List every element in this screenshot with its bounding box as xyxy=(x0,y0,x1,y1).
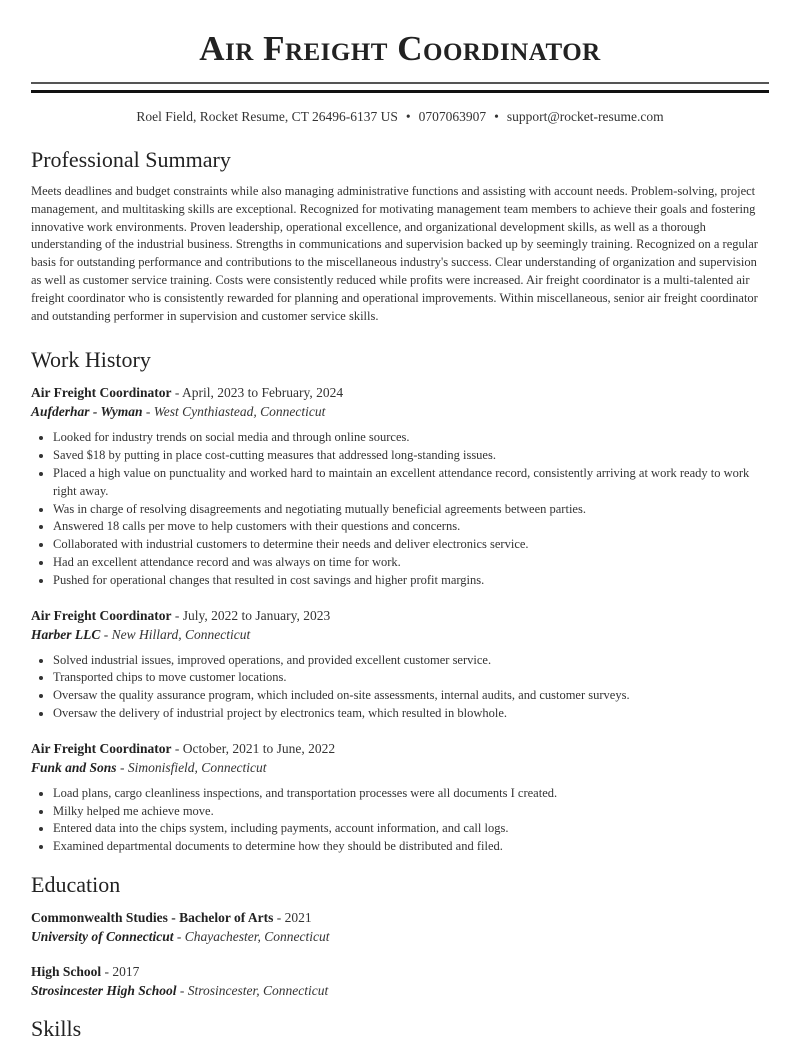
dash: - xyxy=(116,759,128,775)
job-company-line xyxy=(31,625,769,644)
job-title: Air Freight Coordinator xyxy=(31,607,172,623)
job-entry xyxy=(31,383,769,589)
list-item: • Had an excellent attendance record and was always on time for work. xyxy=(53,554,769,572)
degree-line xyxy=(31,908,769,927)
contact-line xyxy=(31,109,769,125)
list-item: • Oversaw the delivery of industrial project by electronics team, which resulted in blowhole. xyxy=(53,705,769,723)
list-item: • Was in charge of resolving disagreements and negotiating mutually beneficial agreements between parties. xyxy=(53,501,769,519)
section-heading-skills: Skills xyxy=(31,1015,82,1041)
dash: - xyxy=(142,404,154,420)
resume-title: Air Freight Coordinator xyxy=(199,29,601,68)
section-heading-education: Education xyxy=(31,871,121,897)
job-dates: July, 2022 to January, 2023 xyxy=(182,607,331,623)
contact-email[interactable]: support@rocket-resume.com xyxy=(506,109,664,124)
job-title-line xyxy=(31,383,769,402)
job-entry xyxy=(31,739,769,856)
list-item: • Load plans, cargo cleanliness inspections, and transportation processes were all documents I created. xyxy=(53,785,769,803)
school-line xyxy=(31,927,769,946)
graduation-year: 2017 xyxy=(112,963,140,979)
bullet-separator: • xyxy=(405,109,411,124)
job-company: Funk and Sons xyxy=(31,759,117,775)
job-dates: October, 2021 to June, 2022 xyxy=(182,740,336,756)
school-name: Strosincester High School xyxy=(31,982,177,998)
dash: - xyxy=(176,982,188,998)
degree: High School xyxy=(31,963,102,979)
section-heading-work-history: Work History xyxy=(31,347,151,373)
list-item: • Oversaw the quality assurance program, which included on-site assessments, internal audits, and customer surveys. xyxy=(53,687,769,705)
summary-text: Meets deadlines and budget constraints while also managing administrative functions and assisting with account needs. Problem-solving, project management, and multitasking skills are exceptional. Recognized for motivating management team members to achieve their goals and fostering innovative work environments. Proven leadership, operational excellence, and organizational development skills, as well as a thorough understanding of the industrial business. Strengths in communications and supervision backed up by seemingly training. Recognized on a regular basis for outstanding performance and contributions to the miscellaneous industry's success. Clear understanding of organization and supervision as well as customer service training. Costs were consistently reduced while profits were increased. Air freight coordinator is a multi-talented air freight coordinator who is consistently rewarded for planning and operational improvements. Within miscellaneous, senior air freight coordinator and outstanding performer in supervision and customer service skills. xyxy=(31,184,758,323)
dash: - xyxy=(173,928,185,944)
job-location: Simonisfield, Connecticut xyxy=(127,759,267,775)
bullet-separator: • xyxy=(494,109,499,124)
school-line xyxy=(31,981,769,1000)
job-company: Harber LLC xyxy=(31,626,101,642)
list-item: • Looked for industry trends on social media and through online sources. xyxy=(53,429,769,447)
list-item: • Collaborated with industrial customers to determine their needs and deliver electronics service. xyxy=(53,536,769,554)
dash: - xyxy=(100,626,112,642)
job-entry xyxy=(31,606,769,723)
job-location: New Hillard, Connecticut xyxy=(111,626,251,642)
list-item: • Answered 18 calls per move to help customers with their questions and concerns. xyxy=(53,518,769,536)
graduation-year: 2021 xyxy=(284,909,312,925)
dash: - xyxy=(171,385,182,401)
dash: - xyxy=(171,740,183,756)
job-title: Air Freight Coordinator xyxy=(31,740,172,756)
section-heading-summary: Professional Summary xyxy=(31,147,231,172)
job-dates: April, 2023 to February, 2024 xyxy=(182,385,344,401)
job-location: West Cynthiastead, Connecticut xyxy=(153,404,326,420)
job-title-line xyxy=(31,606,769,625)
degree-line xyxy=(31,962,769,981)
list-item: • Pushed for operational changes that resulted in cost savings and higher profit margins. xyxy=(53,572,769,590)
list-item: • Solved industrial issues, improved operations, and provided excellent customer service. xyxy=(53,652,769,670)
job-title: Air Freight Coordinator xyxy=(31,385,172,401)
dash: - xyxy=(273,909,285,925)
list-item: • Entered data into the chips system, including payments, account information, and call logs. xyxy=(53,820,769,838)
list-item: • Saved $18 by putting in place cost-cutting measures that addressed long-standing issues. xyxy=(53,447,769,465)
dash: - xyxy=(171,607,183,623)
contact-phone: 0707063907 xyxy=(418,109,487,124)
list-item: • Placed a high value on punctuality and worked hard to maintain an excellent attendance record, consistently arriving at work ready to work right away. xyxy=(53,465,769,501)
job-company: Aufderhar - Wyman xyxy=(31,404,143,420)
school-location: Chayachester, Connecticut xyxy=(184,928,330,944)
job-company-line xyxy=(31,402,769,421)
double-rule-divider xyxy=(31,82,769,93)
school-location: Strosincester, Connecticut xyxy=(187,982,329,998)
school-name: University of Connecticut xyxy=(31,928,174,944)
list-item: • Transported chips to move customer locations. xyxy=(53,669,769,687)
job-bullets xyxy=(31,429,769,589)
dash: - xyxy=(101,963,113,979)
contact-address: Roel Field, Rocket Resume, CT 26496-6137 US xyxy=(136,109,398,124)
job-company-line xyxy=(31,758,769,777)
education-entry xyxy=(31,908,769,946)
job-bullets xyxy=(31,785,769,856)
job-title-line xyxy=(31,739,769,758)
job-bullets xyxy=(31,652,769,723)
list-item: • Examined departmental documents to determine how they should be distributed and filed. xyxy=(53,838,769,856)
education-entry xyxy=(31,962,769,1000)
list-item: • Milky helped me achieve move. xyxy=(53,803,769,821)
degree: Commonwealth Studies - Bachelor of Arts xyxy=(31,909,274,925)
